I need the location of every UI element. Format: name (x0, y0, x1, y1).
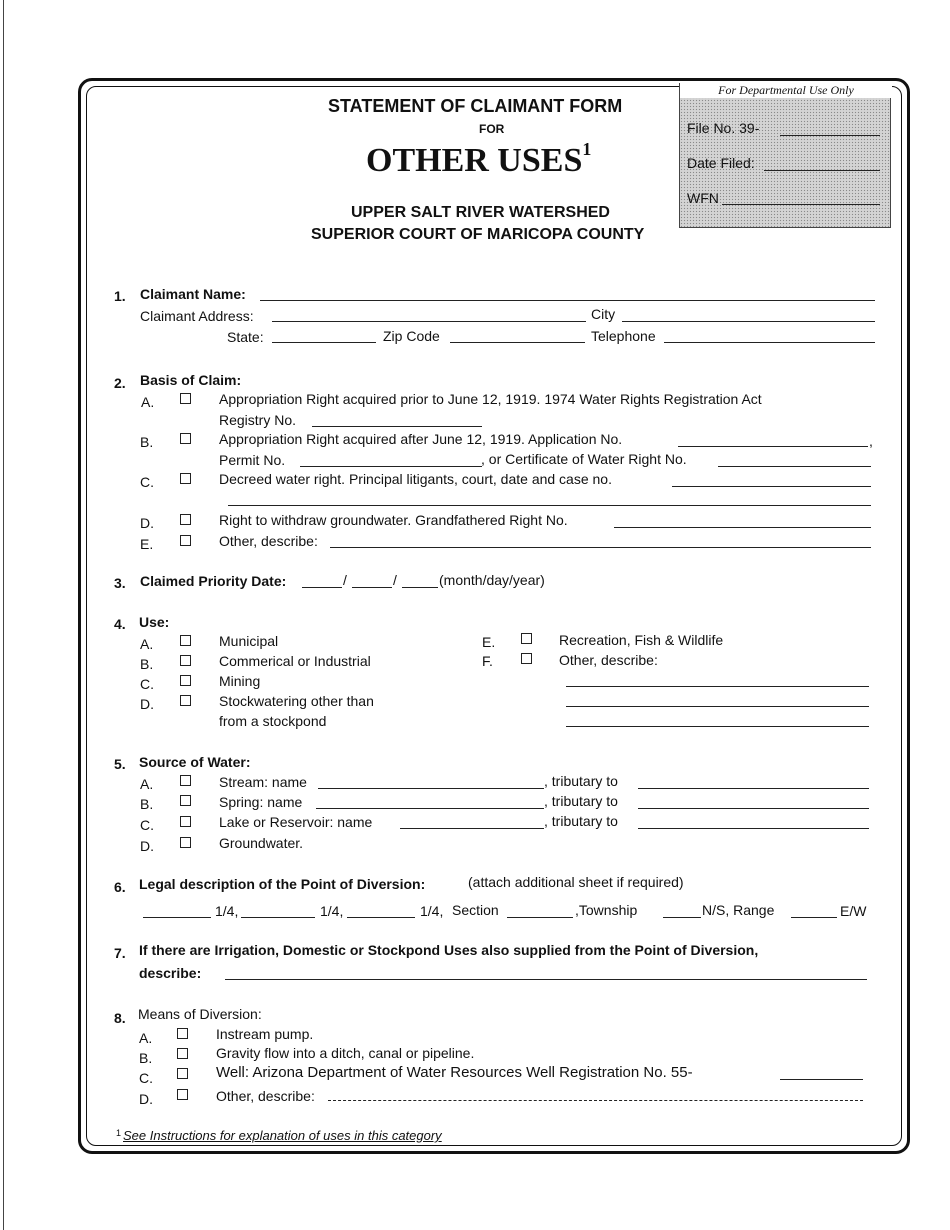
file-no-label: File No. 39- (687, 120, 760, 136)
means-b-text: Gravity flow into a ditch, canal or pipeline. (216, 1045, 475, 1061)
quarter-label-2: 1/4, (320, 903, 344, 919)
footnote-text: See Instructions for explanation of uses in this category (123, 1128, 442, 1143)
telephone-label: Telephone (591, 328, 656, 344)
well-registration-field[interactable] (780, 1079, 863, 1080)
section-6-number: 6. (114, 879, 126, 895)
date-slash-2: / (393, 572, 397, 588)
basis-of-claim-heading: Basis of Claim: (140, 372, 242, 388)
means-b-checkbox[interactable] (177, 1048, 188, 1059)
quarter-label-3: 1/4, (420, 903, 444, 919)
departmental-use-title: For Departmental Use Only (680, 83, 892, 98)
basis-b-letter: B. (140, 434, 154, 450)
township-label: ,Township (575, 902, 638, 918)
zip-code-label: Zip Code (383, 328, 440, 344)
legal-description-note: (attach additional sheet if required) (468, 874, 684, 890)
use-d-text-2: from a stockpond (219, 713, 327, 729)
stream-name-field[interactable] (318, 788, 544, 789)
legal-description-heading: Legal description of the Point of Diversion: (139, 876, 426, 892)
quarter-field-1[interactable] (143, 917, 211, 918)
basis-c-letter: C. (140, 474, 154, 490)
use-e-checkbox[interactable] (521, 633, 532, 644)
means-a-letter: A. (139, 1030, 153, 1046)
state-field[interactable] (272, 342, 376, 343)
source-c-checkbox[interactable] (180, 816, 191, 827)
use-d-text: Stockwatering other than (219, 693, 374, 709)
use-a-letter: A. (140, 636, 154, 652)
ew-label: E/W (840, 903, 867, 919)
use-heading: Use: (139, 614, 170, 630)
ns-range-label: N/S, Range (702, 902, 775, 918)
claimant-name-label: Claimant Name: (140, 286, 246, 302)
use-f-letter: F. (482, 653, 493, 669)
basis-other-field[interactable] (330, 547, 871, 548)
priority-month-field[interactable] (302, 587, 342, 588)
means-d-text: Other, describe: (216, 1088, 315, 1104)
township-field[interactable] (663, 917, 701, 918)
source-a-text: Stream: name (219, 774, 307, 790)
basis-a-checkbox[interactable] (180, 393, 191, 404)
use-d-letter: D. (140, 696, 154, 712)
source-c-letter: C. (140, 817, 154, 833)
application-no-comma: , (869, 433, 873, 449)
state-label: State: (227, 329, 264, 345)
means-a-text: Instream pump. (216, 1026, 314, 1042)
basis-c-checkbox[interactable] (180, 473, 191, 484)
wfn-field[interactable] (722, 204, 880, 205)
source-d-letter: D. (140, 838, 154, 854)
basis-e-text: Other, describe: (219, 533, 318, 549)
means-c-letter: C. (139, 1070, 153, 1086)
use-c-letter: C. (140, 676, 154, 692)
spring-tributary-field[interactable] (638, 808, 869, 809)
lake-tributary-field[interactable] (638, 828, 869, 829)
use-f-text: Other, describe: (559, 652, 658, 668)
footnote-marker: 1 (582, 138, 592, 159)
use-b-letter: B. (140, 656, 154, 672)
other-uses-question: If there are Irrigation, Domestic or Stockpond Uses also supplied from the Point of Diversion, (139, 942, 759, 958)
quarter-field-2[interactable] (241, 917, 315, 918)
use-f-checkbox[interactable] (521, 653, 532, 664)
date-filed-field[interactable] (764, 170, 880, 171)
source-d-checkbox[interactable] (180, 837, 191, 848)
source-b-checkbox[interactable] (180, 795, 191, 806)
decreed-details-field[interactable] (672, 486, 871, 487)
source-of-water-heading: Source of Water: (139, 754, 251, 770)
basis-d-text: Right to withdraw groundwater. Grandfathered Right No. (219, 512, 568, 528)
quarter-field-3[interactable] (347, 917, 415, 918)
claimant-name-field[interactable] (260, 300, 875, 301)
section-4-number: 4. (114, 616, 126, 632)
means-b-letter: B. (139, 1050, 153, 1066)
permit-no-field[interactable] (300, 466, 482, 467)
means-d-letter: D. (139, 1091, 153, 1107)
date-slash-1: / (343, 572, 347, 588)
file-no-field[interactable] (780, 135, 880, 136)
basis-a-letter: A. (141, 394, 155, 410)
form-title-for: FOR (479, 122, 505, 136)
claimant-address-label: Claimant Address: (140, 308, 254, 324)
certificate-field[interactable] (718, 466, 871, 467)
use-d-checkbox[interactable] (180, 695, 191, 706)
source-b-text: Spring: name (219, 794, 303, 810)
permit-no-label: Permit No. (219, 452, 286, 468)
use-e-text: Recreation, Fish & Wildlife (559, 632, 724, 648)
claimant-address-field[interactable] (272, 321, 586, 322)
wfn-label: WFN (687, 190, 719, 206)
form-title: STATEMENT OF CLAIMANT FORM (328, 96, 623, 116)
range-field[interactable] (791, 917, 837, 918)
use-other-field-2[interactable] (566, 706, 869, 707)
source-d-text: Groundwater. (219, 835, 304, 851)
registry-no-label: Registry No. (219, 412, 297, 428)
use-a-checkbox[interactable] (180, 635, 191, 646)
describe-label: describe: (139, 965, 202, 981)
source-b-tributary-label: , tributary to (544, 793, 618, 809)
section-7-number: 7. (114, 945, 126, 961)
use-b-text: Commerical or Industrial (219, 653, 371, 669)
lake-name-field[interactable] (400, 828, 544, 829)
section-2-number: 2. (114, 375, 126, 391)
zip-code-field[interactable] (450, 342, 585, 343)
city-field[interactable] (622, 321, 875, 322)
means-a-checkbox[interactable] (177, 1028, 188, 1039)
page-edge-line (3, 0, 4, 1230)
section-3-number: 3. (114, 575, 126, 591)
form-border-inner (86, 86, 902, 1146)
decreed-details-field-2[interactable] (228, 505, 871, 506)
means-other-field[interactable] (328, 1100, 863, 1101)
section-8-number: 8. (114, 1010, 126, 1026)
section-1-number: 1. (114, 288, 126, 304)
section-field[interactable] (507, 917, 573, 918)
date-format-hint: (month/day/year) (439, 572, 545, 588)
court-name: SUPERIOR COURT OF MARICOPA COUNTY (311, 226, 645, 243)
use-b-checkbox[interactable] (180, 655, 191, 666)
application-no-field[interactable] (678, 446, 868, 447)
basis-e-checkbox[interactable] (180, 535, 191, 546)
means-c-text: Well: Arizona Department of Water Resources Well Registration No. 55- (216, 1064, 693, 1081)
use-a-text: Municipal (219, 633, 279, 649)
other-uses-field[interactable] (225, 979, 867, 980)
source-a-checkbox[interactable] (180, 775, 191, 786)
use-other-field-3[interactable] (566, 726, 869, 727)
source-c-tributary-label: , tributary to (544, 813, 618, 829)
date-filed-label: Date Filed: (687, 155, 755, 171)
use-c-checkbox[interactable] (180, 675, 191, 686)
means-d-checkbox[interactable] (177, 1089, 188, 1100)
priority-day-field[interactable] (352, 587, 392, 588)
basis-d-letter: D. (140, 515, 154, 531)
quarter-label-1: 1/4, (215, 903, 239, 919)
basis-d-checkbox[interactable] (180, 514, 191, 525)
source-c-text: Lake or Reservoir: name (219, 814, 373, 830)
telephone-field[interactable] (664, 342, 875, 343)
basis-b-checkbox[interactable] (180, 433, 191, 444)
use-other-field-1[interactable] (566, 686, 869, 687)
means-c-checkbox[interactable] (177, 1068, 188, 1079)
stream-tributary-field[interactable] (638, 788, 869, 789)
basis-b-text: Appropriation Right acquired after June 12, 1919. Application No. (219, 431, 623, 447)
basis-c-text: Decreed water right. Principal litigants, court, date and case no. (219, 471, 612, 487)
grandfathered-right-field[interactable] (614, 527, 871, 528)
source-b-letter: B. (140, 796, 154, 812)
certificate-label: , or Certificate of Water Right No. (481, 451, 687, 467)
use-c-text: Mining (219, 673, 261, 689)
basis-e-letter: E. (140, 536, 154, 552)
means-of-diversion-heading: Means of Diversion: (138, 1006, 262, 1022)
priority-date-label: Claimed Priority Date: (140, 573, 287, 589)
form-subtitle: OTHER USES$^1$ (366, 138, 592, 179)
source-a-letter: A. (140, 776, 154, 792)
section-5-number: 5. (114, 756, 126, 772)
source-a-tributary-label: , tributary to (544, 773, 618, 789)
footnote-mark: 1 (116, 1128, 122, 1138)
registry-no-field[interactable] (312, 426, 482, 427)
city-label: City (591, 306, 616, 322)
use-e-letter: E. (482, 634, 496, 650)
priority-year-field[interactable] (402, 587, 438, 588)
watershed-name: UPPER SALT RIVER WATERSHED (351, 204, 610, 221)
basis-a-text: Appropriation Right acquired prior to June 12, 1919. 1974 Water Rights Registration Act (219, 391, 762, 407)
spring-name-field[interactable] (316, 808, 544, 809)
section-label: Section (452, 902, 499, 918)
